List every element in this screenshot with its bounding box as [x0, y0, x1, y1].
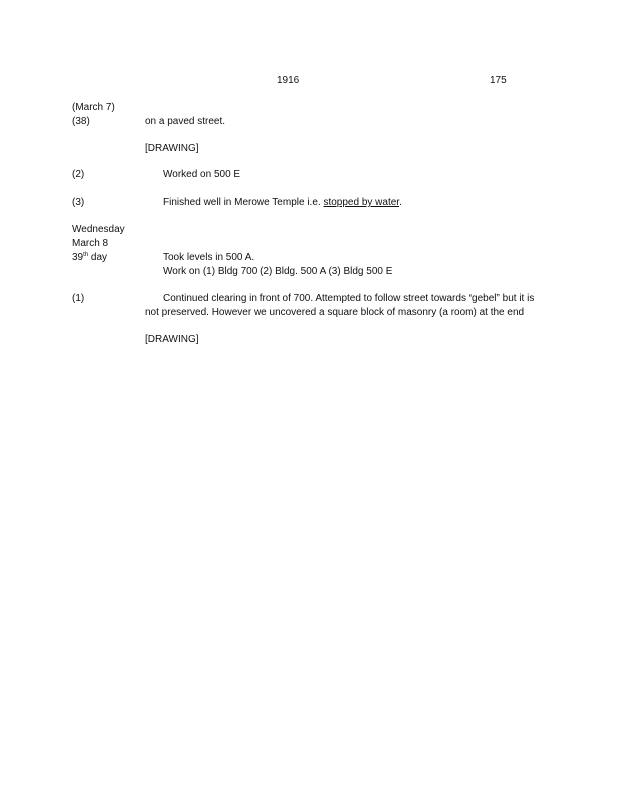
date-label-march-8: March 8	[72, 238, 109, 249]
continued-clearing-paragraph: Continued clearing in front of 700. Attempted to follow street towards “gebel” but it is not preserved. However we uncovered a square block of masonry (a room) at the end	[145, 293, 535, 318]
drawing-placeholder-1: [DRAWING]	[145, 143, 199, 154]
weekday-label: Wednesday	[72, 224, 125, 235]
worked-on-text: Worked on 500 E	[163, 169, 241, 180]
day-word: day	[88, 252, 108, 263]
took-levels-text: Took levels in 500 A.	[163, 252, 255, 263]
drawing-placeholder-2: [DRAWING]	[145, 334, 199, 345]
stopped-by-water-underlined: stopped by water	[323, 197, 400, 208]
page-number: 175	[490, 75, 507, 86]
entry-number-2: (2)	[72, 169, 85, 180]
entry-number-38: (38)	[72, 116, 90, 127]
work-on-buildings-text: Work on (1) Bldg 700 (2) Bldg. 500 A (3) Bldg 500 E	[163, 266, 393, 277]
day-ordinal-suffix: th	[83, 252, 89, 258]
day-count-label	[72, 251, 107, 264]
finished-well-text	[163, 196, 402, 209]
entry-number-1: (1)	[72, 293, 85, 304]
paved-street-text: on a paved street.	[145, 116, 226, 127]
date-label-march-7: (March 7)	[72, 102, 115, 113]
header-year: 1916	[277, 75, 300, 86]
finished-well-period: .	[399, 197, 402, 208]
finished-well-pre: Finished well in Merowe Temple i.e.	[163, 197, 324, 208]
day-number: 39	[72, 252, 84, 263]
entry-number-3: (3)	[72, 197, 85, 208]
